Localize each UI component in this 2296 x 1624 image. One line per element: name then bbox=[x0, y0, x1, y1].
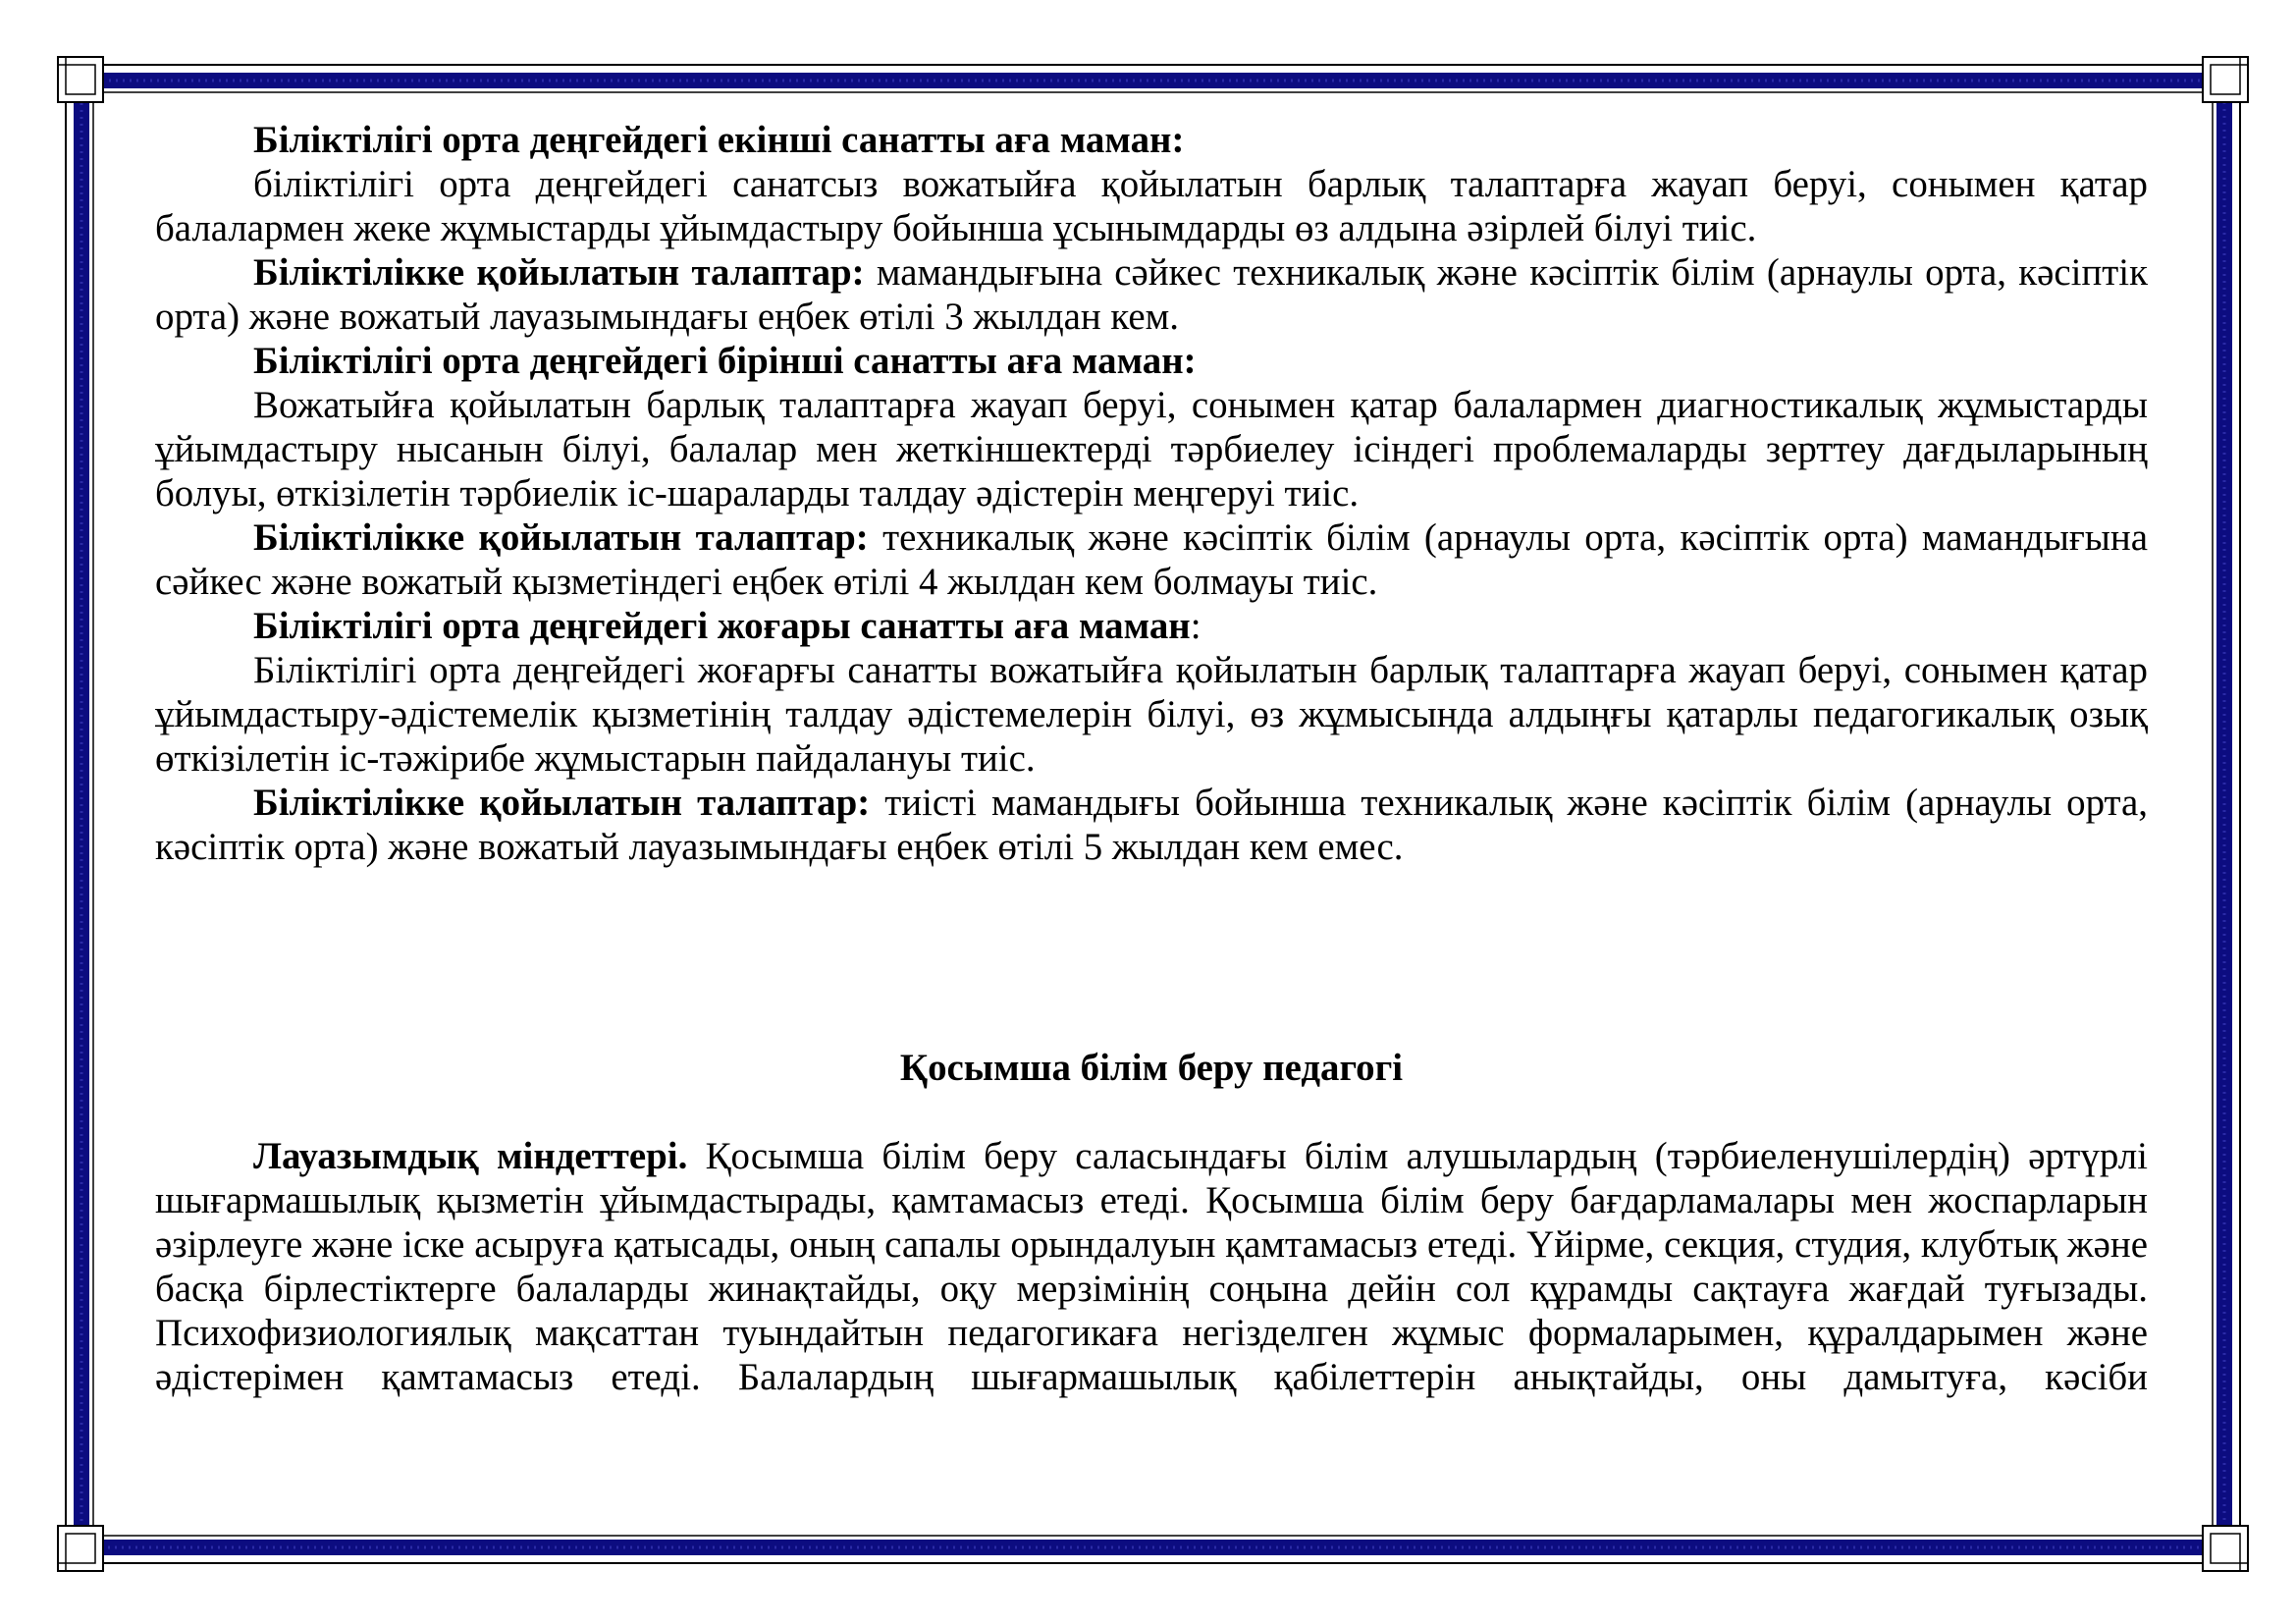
section-requirements bbox=[155, 515, 2148, 604]
section-requirements bbox=[155, 781, 2148, 869]
requirements-text: мамандығына сәйкес техникалық және кәсіптік білім (арнаулы орта, кәсіптік орта) және вожатый лауазымындағы еңбек өтілі 3 жылдан кем. bbox=[155, 251, 2149, 338]
section-requirements bbox=[155, 250, 2148, 339]
requirements-text: техникалық және кәсіптік білім (арнаулы орта, кәсіптік орта) мамандығына сәйкес және вожатый қызметіндегі еңбек өтілі 4 жылдан кем болмауы тиіс. bbox=[155, 516, 2148, 603]
section-heading-text: Біліктілігі орта деңгейдегі бірінші санатты аға маман: bbox=[253, 340, 1197, 382]
requirements-label: Біліктілікке қойылатын талаптар: bbox=[253, 516, 869, 559]
duties-text: Қосымша білім беру саласындағы білім алушылардың (тәрбиеленушілердің) әртүрлі шығармашылық қызметін ұйымдастырады, қамтамасыз етеді. Қосымша білім беру бағдарламалары мен жоспарларын әзірлеуге және іске асыруға қатысады, оның сапалы орындалуын қамтамасыз етеді. Үйірме, секция, студия, клубтық және басқа бірлестіктерге балаларды жинақтайды, оқу мерзімінің соңына дейін сол құрамды сақтауға жағдай туғызады. Психофизиологиялық мақсаттан туындайтын педагогикаға негізделген жұмыс формаларымен, құралдарымен және әдістерімен қамтамасыз етеді. Балалардың шығармашылық қабілеттерін анықтайды, оны дамытуға, кәсіби bbox=[155, 1135, 2148, 1398]
section-description: біліктілігі орта деңгейдегі санатсыз вожатыйға қойылатын барлық талаптарға жауап беруі, сонымен қатар балалармен жеке жұмыстарды ұйымдастыру бойынша ұсынымдарды өз алдына әзірлей білуі тиіс. bbox=[155, 163, 2148, 249]
corner-ornament-bottom-left bbox=[58, 1526, 103, 1571]
document-body bbox=[155, 118, 2148, 1399]
corner-ornament-bottom-right bbox=[2203, 1526, 2248, 1571]
requirements-text: тиісті мамандығы бойынша техникалық және кәсіптік білім (арнаулы орта, кәсіптік орта) және вожатый лауазымындағы еңбек өтілі 5 жылдан кем емес. bbox=[155, 782, 2148, 868]
corner-ornament-top-left bbox=[58, 57, 103, 102]
section-heading bbox=[155, 118, 2148, 162]
section-description: Біліктілігі орта деңгейдегі жоғарғы санатты вожатыйға қойылатын барлық талаптарға жауап беруі, сонымен қатар ұйымдастыру-әдістемелік қызметінің талдау әдістемелерін білуі, өз жұмысында алдыңғы қатарлы педагогикалық озық өткізілетін іс-тәжірибе жұмыстарын пайдалануы тиіс. bbox=[155, 649, 2148, 780]
duties-label: Лауазымдық міндеттері. bbox=[253, 1135, 688, 1177]
corner-ornament-top-right bbox=[2203, 57, 2248, 102]
position-duties bbox=[155, 1134, 2148, 1399]
section-heading-suffix: : bbox=[1190, 605, 1201, 647]
section-heading-text: Біліктілігі орта деңгейдегі екінші санатты аға маман: bbox=[253, 119, 1185, 161]
section-heading bbox=[155, 604, 2148, 648]
section-heading bbox=[155, 339, 2148, 383]
section-heading-text: Біліктілігі орта деңгейдегі жоғары санатты аға маман bbox=[253, 605, 1191, 647]
section-description: Вожатыйға қойылатын барлық талаптарға жауап беруі, сонымен қатар балалармен диагностикалық жұмыстарды ұйымдастыру нысанын білуі, балалар мен жеткіншектерді тәрбиелеу ісіндегі проблемаларды зерттеу дағдыларының болуы, өткізілетін тәрбиелік іс-шараларды талдау әдістерін меңгеруі тиіс. bbox=[155, 384, 2148, 514]
position-title: Қосымша білім беру педагогі bbox=[899, 1047, 1404, 1089]
requirements-label: Біліктілікке қойылатын талаптар: bbox=[253, 782, 871, 824]
requirements-label: Біліктілікке қойылатын талаптар: bbox=[253, 251, 865, 294]
